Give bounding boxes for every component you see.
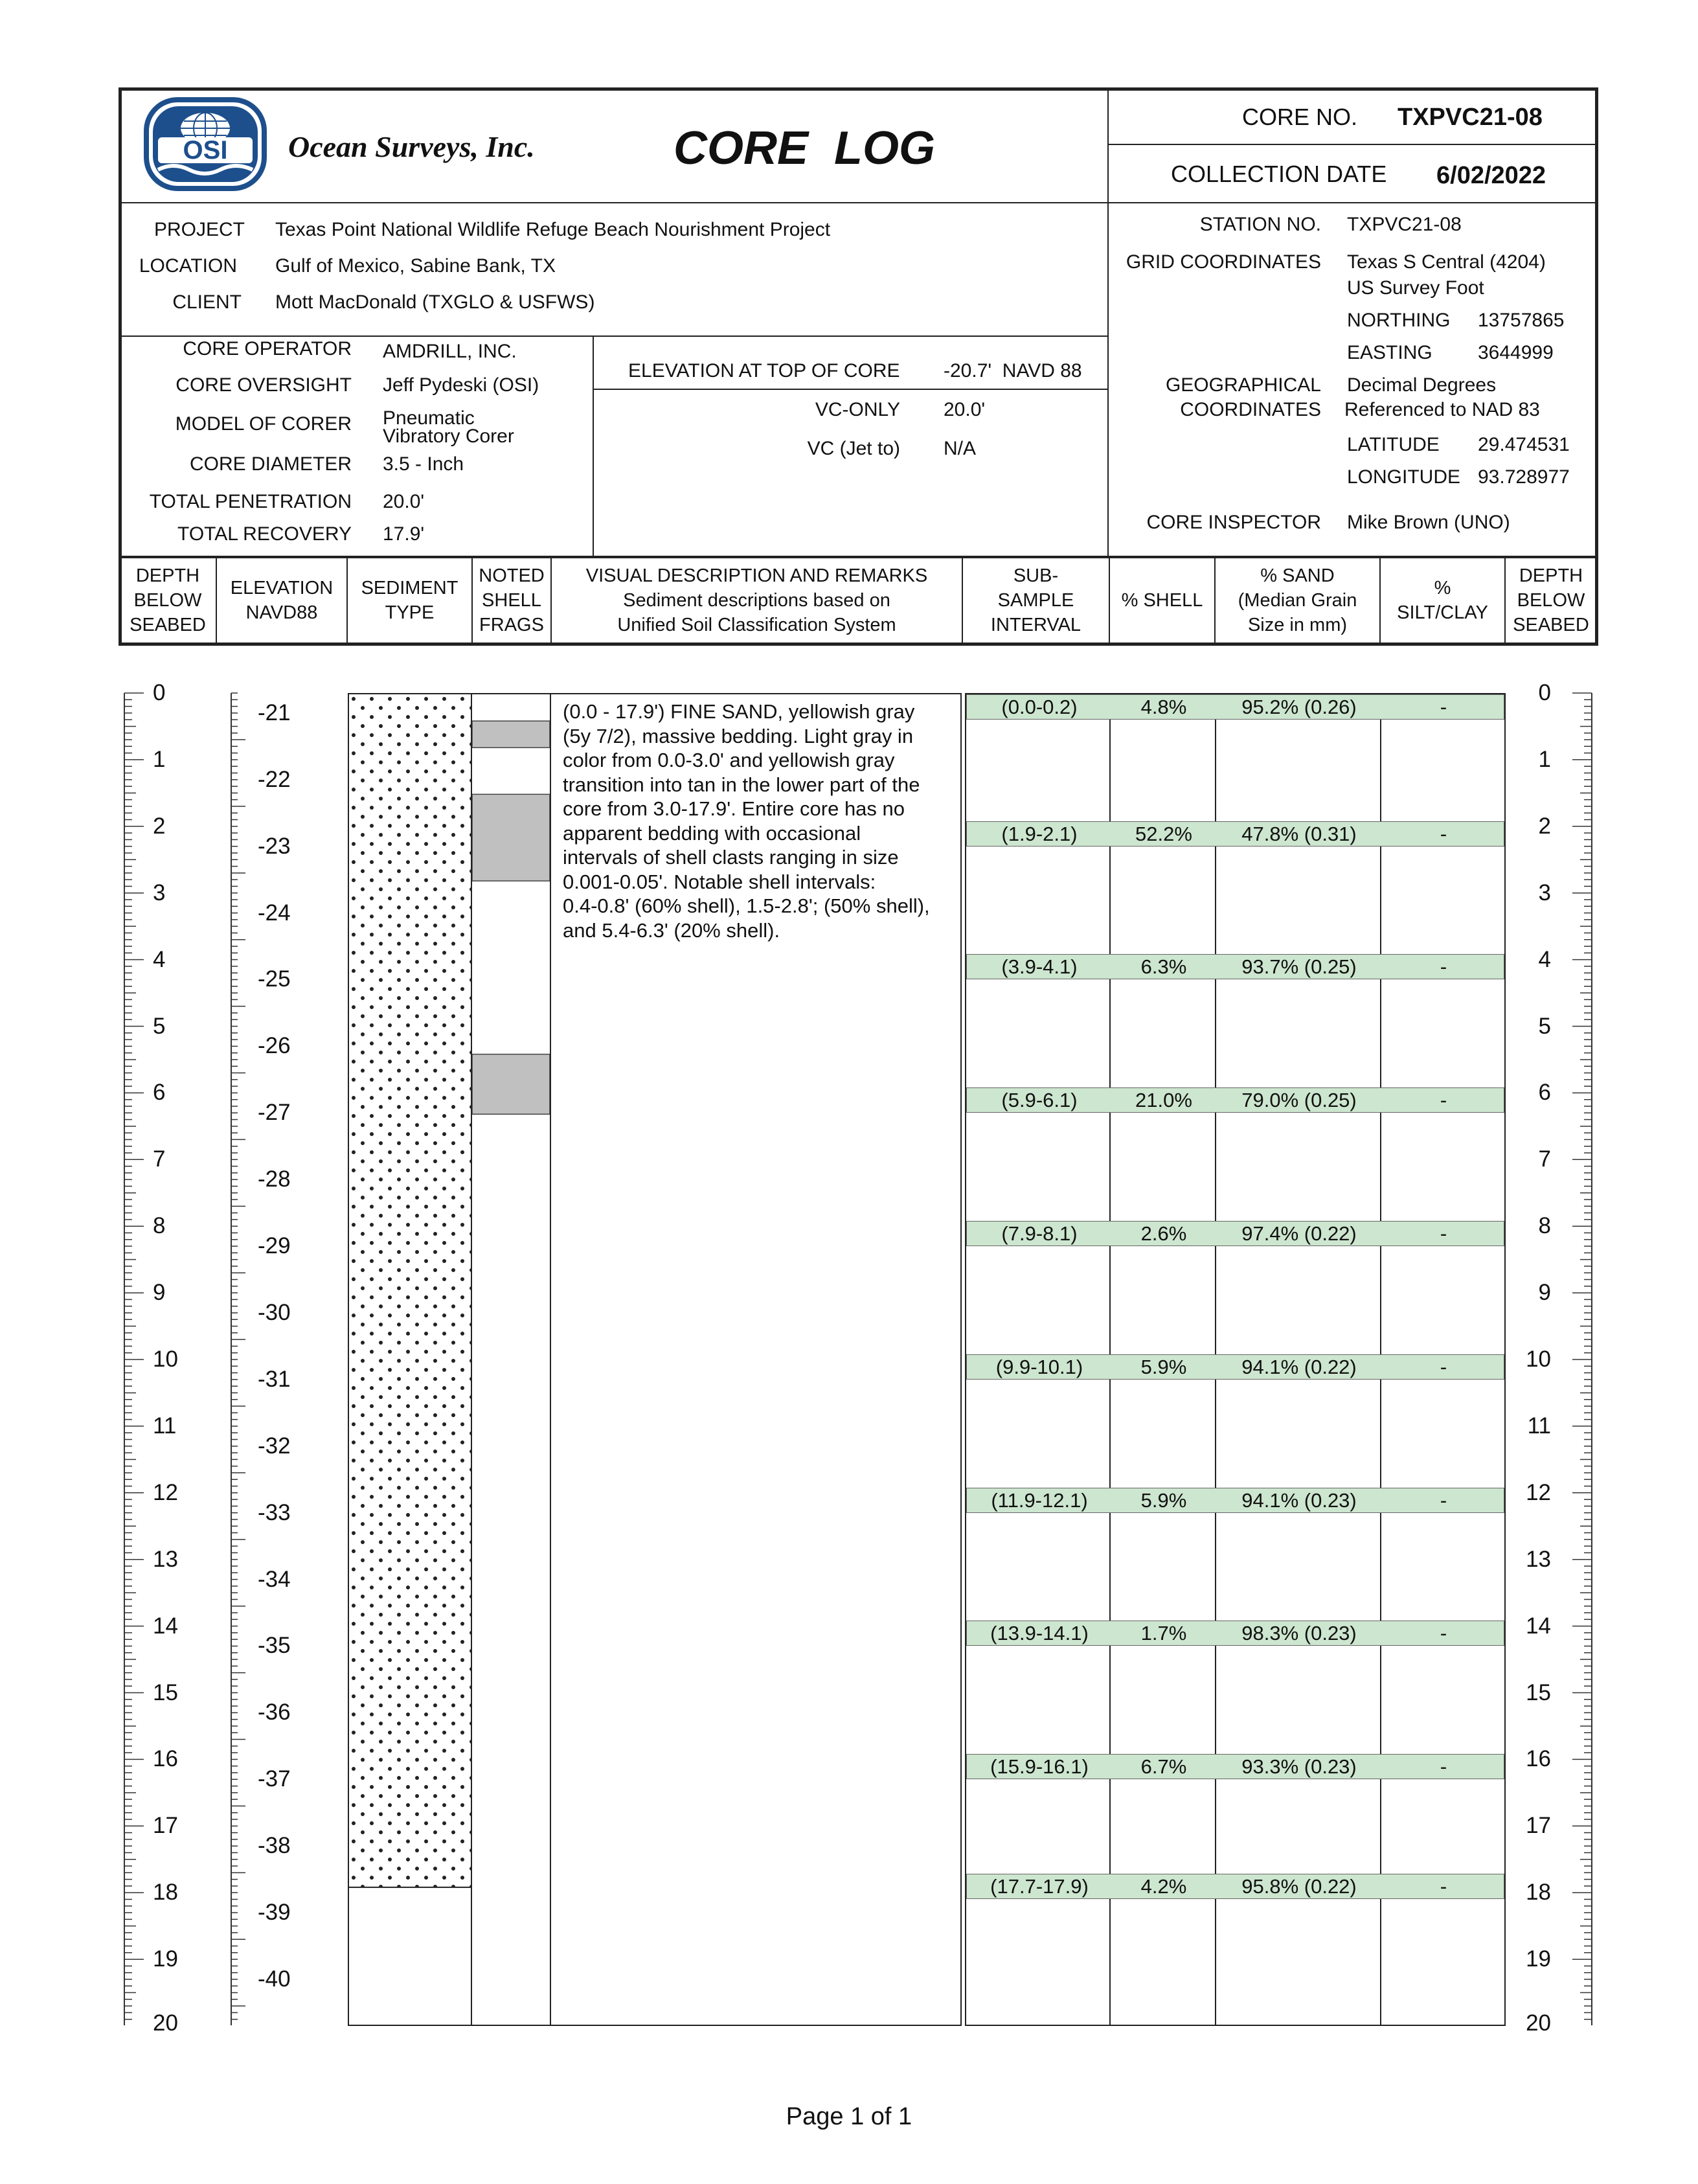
recovery-value: 17.9' [383,523,425,545]
sample-sand: 98.3% (0.23) [1241,1622,1357,1645]
logo-text: OSI [183,136,228,165]
vc-only-label: VC-ONLY [815,399,900,420]
sample-shell: 2.6% [1140,1222,1187,1245]
sample-silt: - [1440,1355,1447,1378]
page-number: Page 1 of 1 [786,2103,912,2130]
operator-label: CORE OPERATOR [183,338,352,359]
station-no: TXPVC21-08 [1347,214,1462,235]
sample-interval: (17.7-17.9) [990,1875,1089,1898]
sample-row [966,1874,1504,1899]
header-divider [119,202,1598,203]
latitude-label: LATITUDE [1347,434,1440,455]
description-line: 0.4-0.8' (60% shell), 1.5-2.8'; (50% shell), [563,894,930,917]
sample-row [966,1354,1504,1380]
elevation-label: -28 [258,1166,291,1192]
shell-interval [472,721,550,747]
northing-label: NORTHING [1347,310,1451,331]
sample-sand: 95.2% (0.26) [1241,696,1357,718]
depth-label: 20 [1526,2010,1551,2036]
grid-line2: US Survey Foot [1347,277,1484,299]
location-value: Gulf of Mexico, Sabine Bank, TX [275,255,556,277]
depth-label: 18 [153,1880,178,1905]
elev-divider [593,389,1107,390]
sample-row [966,1488,1504,1513]
sample-sand: 79.0% (0.25) [1241,1089,1357,1112]
sample-shell: 4.2% [1140,1875,1187,1898]
depth-label: 14 [153,1613,178,1639]
hdr-subsample: SUB- SAMPLE INTERVAL [990,565,1081,635]
shell-frags-column [471,693,551,2026]
diameter-label: CORE DIAMETER [189,453,352,475]
sample-shell: 6.7% [1140,1755,1187,1779]
depth-label: 10 [1526,1347,1551,1372]
sample-sand: 47.8% (0.31) [1241,822,1357,845]
sample-sand: 94.1% (0.22) [1241,1355,1357,1378]
elevation-label: -31 [258,1366,291,1392]
depth-label: 17 [153,1813,178,1839]
elevation-label: -29 [258,1233,291,1259]
depth-label: 5 [1538,1013,1551,1039]
elevation-label: -26 [258,1033,291,1059]
depth-label: 12 [153,1479,178,1505]
sample-interval: (9.9-10.1) [995,1355,1083,1378]
geo-line2: Referenced to NAD 83 [1344,399,1540,420]
sample-row [966,694,1504,720]
geo-label-2: COORDINATES [1180,399,1321,420]
sample-interval: (0.0-0.2) [1001,696,1078,718]
elevation-label: -23 [258,833,291,859]
depth-label: 5 [153,1013,166,1039]
shell-interval [472,794,550,881]
depth-label: 9 [153,1280,166,1306]
collection-date-label: COLLECTION DATE [1171,161,1387,187]
description-line: and 5.4-6.3' (20% shell). [563,918,780,942]
sample-silt: - [1440,1089,1447,1112]
client-value: Mott MacDonald (TXGLO & USFWS) [275,291,595,313]
project-divider [119,336,1107,337]
hdr-sediment: SEDIMENT TYPE [361,578,458,623]
depth-label: 12 [1526,1479,1551,1505]
sample-row [966,821,1504,847]
elev-top-label: ELEVATION AT TOP OF CORE [628,360,900,381]
elevation-label: -21 [258,700,291,725]
sample-shell: 1.7% [1140,1622,1187,1645]
depth-label: 4 [1538,946,1551,972]
elevation-label: -32 [258,1433,291,1459]
sample-shell: 4.8% [1140,696,1187,718]
depth-label: 6 [153,1080,166,1106]
model-label: MODEL OF CORER [175,413,352,435]
longitude-value: 93.728977 [1478,466,1570,488]
description-line: (0.0 - 17.9') FINE SAND, yellowish gray [563,700,915,723]
sample-interval: (11.9-12.1) [991,1488,1088,1512]
oversight-value: Jeff Pydeski (OSI) [383,374,539,396]
sample-interval: (3.9-4.1) [1001,955,1078,979]
hdr-depth: DEPTH BELOW SEABED [130,565,206,635]
depth-label: 7 [153,1146,166,1172]
description-line: core from 3.0-17.9'. Entire core has no [563,797,905,820]
sample-silt: - [1440,1622,1447,1645]
elevation-label: -39 [258,1900,291,1926]
core-no-divider [1107,144,1598,145]
client-label: CLIENT [172,291,242,313]
description-line: 0.001-0.05'. Notable shell intervals: [563,870,876,893]
hdr-shell-frags: NOTED SHELL FRAGS [479,565,545,635]
sample-sand: 93.7% (0.25) [1241,955,1357,979]
page-title: CORE LOG [674,122,936,174]
depth-label: 18 [1526,1880,1551,1905]
depth-label: 0 [153,680,166,705]
penetration-label: TOTAL PENETRATION [149,491,352,512]
depth-label: 20 [153,2010,178,2036]
elevation-label: -35 [258,1633,291,1659]
depth-label: 13 [153,1546,178,1572]
hdr-pct-shell: % SHELL [1121,590,1203,611]
depth-label: 8 [1538,1213,1551,1239]
geo-label-1: GEOGRAPHICAL [1165,374,1321,396]
depth-label: 9 [1538,1280,1551,1306]
recovery-label: TOTAL RECOVERY [177,523,352,545]
sample-sand: 95.8% (0.22) [1241,1875,1357,1898]
elevation-label: -22 [258,766,291,792]
sample-silt: - [1440,1875,1447,1898]
sample-interval: (7.9-8.1) [1001,1222,1078,1245]
depth-label: 3 [153,880,166,905]
header-vdivider [1107,87,1109,557]
easting-value: 3644999 [1478,342,1554,363]
northing-value: 13757865 [1478,310,1565,331]
hdr-right-depth: DEPTH BELOW SEABED [1513,565,1589,635]
core-info-vdivider [593,336,594,557]
elevation-label: -27 [258,1100,291,1126]
sample-silt: - [1440,696,1447,718]
depth-label: 16 [1526,1746,1551,1772]
shell-interval [472,1054,550,1115]
hdr-pct-sand: % SAND (Median Grain Size in mm) [1238,565,1357,635]
inspector-value: Mike Brown (UNO) [1347,512,1510,533]
depth-label: 2 [153,813,166,839]
sample-shell: 21.0% [1135,1089,1192,1112]
elevation-scale [230,691,256,2025]
sample-silt: - [1440,955,1447,979]
sample-interval: (13.9-14.1) [990,1622,1089,1645]
sample-sand: 93.3% (0.23) [1241,1755,1357,1779]
hdr-description: VISUAL DESCRIPTION AND REMARKS Sediment descriptions based on Unified Soil Classification System [585,565,928,635]
depth-label: 17 [1526,1813,1551,1839]
elev-top-value: -20.7' NAVD 88 [944,360,1082,381]
description-line: color from 0.0-3.0' and yellowish gray [563,749,895,771]
sample-interval: (15.9-16.1) [990,1755,1089,1779]
vc-jet-value: N/A [944,438,977,459]
sample-silt: - [1440,822,1447,845]
sample-row [966,1621,1504,1646]
depth-label: 15 [1526,1679,1551,1705]
depth-label: 13 [1526,1546,1551,1572]
sample-sand: 94.1% (0.23) [1241,1488,1357,1512]
station-no-label: STATION NO. [1199,214,1321,235]
depth-label: 2 [1538,813,1551,839]
elevation-label: -25 [258,966,291,992]
collection-date: 6/02/2022 [1436,162,1546,189]
depth-label: 19 [1526,1946,1551,1972]
depth-label: 1 [1538,746,1551,772]
depth-label: 11 [1527,1413,1551,1439]
operator-value: AMDRILL, INC. [383,341,517,362]
latitude-value: 29.474531 [1478,434,1570,455]
elevation-label: -36 [258,1700,291,1725]
elevation-label: -38 [258,1833,291,1859]
depth-label: 6 [1538,1080,1551,1106]
hdr-pct-silt: % SILT/CLAY [1397,578,1488,623]
model-value-2: Vibratory Corer [383,426,514,447]
elevation-label: -33 [258,1499,291,1525]
company-name: Ocean Surveys, Inc. [288,130,535,163]
easting-label: EASTING [1347,342,1432,363]
diameter-value: 3.5 - Inch [383,453,464,475]
osi-logo [144,97,267,191]
sample-row [966,954,1504,979]
sample-shell: 5.9% [1140,1488,1187,1512]
sample-row [966,1087,1504,1113]
description-text [563,700,930,942]
sample-silt: - [1440,1488,1447,1512]
sample-silt: - [1440,1222,1447,1245]
sample-row [966,1221,1504,1246]
longitude-label: LONGITUDE [1347,466,1461,488]
oversight-label: CORE OVERSIGHT [175,374,352,396]
depth-label: 4 [153,946,166,972]
sample-silt: - [1440,1755,1447,1779]
elevation-label: -40 [258,1966,291,1992]
model-value-1: Pneumatic [383,407,475,429]
depth-label: 16 [153,1746,178,1772]
depth-label: 0 [1538,680,1551,705]
location-label: LOCATION [139,255,237,277]
sample-shell: 52.2% [1135,822,1192,845]
description-line: (5y 7/2), massive bedding. Light gray in [563,724,914,747]
depth-label: 14 [1526,1613,1551,1639]
depth-scale-right [1554,691,1593,2025]
vc-jet-label: VC (Jet to) [807,438,900,459]
elevation-label: -30 [258,1299,291,1325]
description-line: intervals of shell clasts ranging in size [563,846,899,869]
elevation-label: -34 [258,1566,291,1592]
sample-shell: 5.9% [1140,1355,1187,1378]
fine-sand-pattern [349,694,471,1887]
sample-sand: 97.4% (0.22) [1241,1222,1357,1245]
depth-label: 7 [1538,1146,1551,1172]
geo-line1: Decimal Degrees [1347,374,1497,396]
sample-shell: 6.3% [1140,955,1187,979]
sediment-column [348,693,472,2026]
description-line: transition into tan in the lower part of the [563,773,920,796]
depth-label: 15 [153,1679,178,1705]
project-label: PROJECT [153,219,245,240]
vc-only-value: 20.0' [944,399,986,420]
grid-line1: Texas S Central (4204) [1347,251,1546,273]
grid-label: GRID COORDINATES [1126,251,1321,273]
hdr-elevation: ELEVATION NAVD88 [230,578,334,623]
description-column [550,693,962,2026]
depth-label: 11 [153,1413,177,1439]
depth-label: 3 [1538,880,1551,905]
core-no-label: CORE NO. [1242,104,1358,130]
core-no: TXPVC21-08 [1398,104,1543,131]
elevation-label: -37 [258,1766,291,1792]
depth-label: 8 [153,1213,166,1239]
depth-label: 10 [153,1347,178,1372]
depth-label: 1 [153,746,166,772]
penetration-value: 20.0' [383,491,425,512]
project-value: Texas Point National Wildlife Refuge Beach Nourishment Project [275,219,831,240]
sample-interval: (5.9-6.1) [1001,1089,1078,1112]
sample-row [966,1754,1504,1779]
description-line: apparent bedding with occasional [563,821,861,845]
inspector-label: CORE INSPECTOR [1146,512,1321,533]
depth-label: 19 [153,1946,178,1972]
sample-interval: (1.9-2.1) [1001,822,1078,845]
elevation-label: -24 [258,900,291,926]
